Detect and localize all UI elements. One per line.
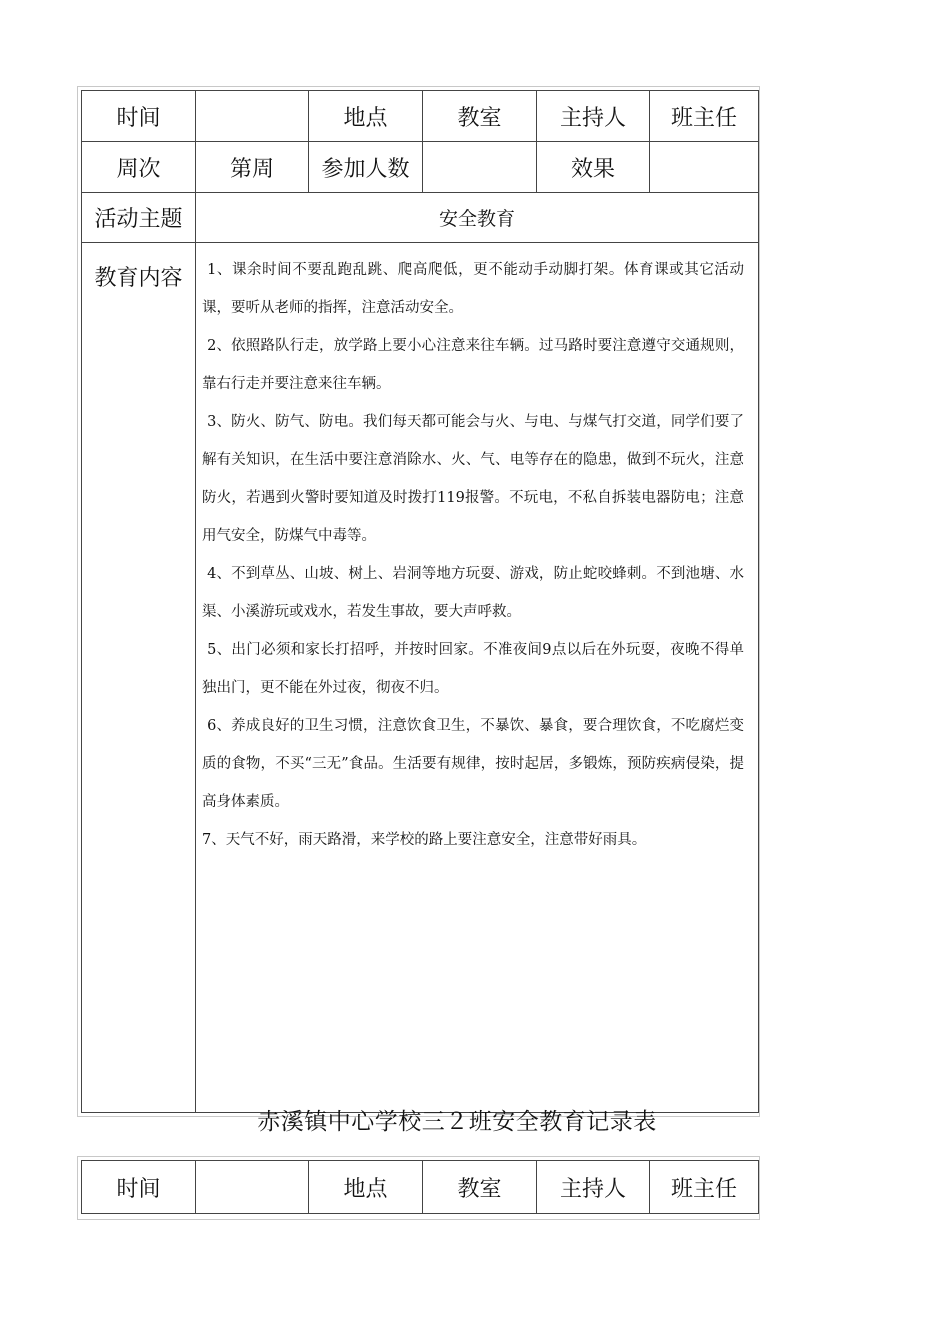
content-body — [196, 243, 759, 1113]
location-label-2: 地点 — [309, 1161, 423, 1214]
host-label: 主持人 — [537, 91, 650, 142]
host-value-2: 班主任 — [650, 1161, 759, 1214]
record-table-2 — [81, 1160, 759, 1214]
topic-label: 活动主题 — [82, 193, 196, 243]
content-paragraph-2: 2、依照路队行走，放学路上要小心注意来往车辆。过马路时要注意遵守交通规则，靠右行走并要注意来往车辆。 — [202, 338, 744, 392]
time-label: 时间 — [82, 91, 196, 142]
row-time — [82, 91, 759, 142]
effect-label: 效果 — [537, 142, 650, 193]
row-time-2 — [82, 1161, 759, 1214]
record-table-1 — [81, 90, 759, 1113]
content-paragraph-4: 4、不到草丛、山坡、树上、岩洞等地方玩耍、游戏，防止蛇咬蜂刺。不到池塘、水渠、小溪游玩或戏水，若发生事故，要大声呼救。 — [202, 566, 744, 620]
host-value: 班主任 — [650, 91, 759, 142]
participants-value — [423, 142, 537, 193]
row-content — [82, 243, 759, 1113]
row-topic — [82, 193, 759, 243]
week-label: 周次 — [82, 142, 196, 193]
row-week — [82, 142, 759, 193]
participants-label: 参加人数 — [309, 142, 423, 193]
time-value-2 — [196, 1161, 309, 1214]
time-value — [196, 91, 309, 142]
content-paragraph-5: 5、出门必须和家长打招呼，并按时回家。不准夜间9点以后在外玩耍，夜晚不得单独出门，更不能在外过夜，彻夜不归。 — [202, 642, 744, 696]
location-value: 教室 — [423, 91, 537, 142]
content-paragraph-6: 6、养成良好的卫生习惯，注意饮食卫生，不暴饮、暴食，要合理饮食，不吃腐烂变质的食物，不买“三无”食品。生活要有规律，按时起居，多锻炼，预防疾病侵染，提高身体素质。 — [202, 718, 744, 810]
content-label: 教育内容 — [82, 243, 196, 1113]
location-value-2: 教室 — [423, 1161, 537, 1214]
effect-value — [650, 142, 759, 193]
week-value: 第周 — [196, 142, 309, 193]
content-paragraph-7: 7、天气不好，雨天路滑，来学校的路上要注意安全，注意带好雨具。 — [202, 832, 647, 848]
time-label-2: 时间 — [82, 1161, 196, 1214]
content-paragraph-1: 1、课余时间不要乱跑乱跳、爬高爬低，更不能动手动脚打架。体育课或其它活动课，要听从老师的指挥，注意活动安全。 — [202, 262, 744, 316]
page-title: 赤溪镇中心学校三２班安全教育记录表 — [257, 1109, 657, 1135]
topic-value: 安全教育 — [196, 193, 759, 243]
content-paragraph-3: 3、防火、防气、防电。我们每天都可能会与火、与电、与煤气打交道，同学们要了解有关知识，在生活中要注意消除水、火、气、电等存在的隐患，做到不玩火，注意防火，若遇到火警时要知道及时拨打119报警。不玩电，不私自拆装电器防电；注意用气安全，防煤气中毒等。 — [202, 414, 744, 544]
location-label: 地点 — [309, 91, 423, 142]
host-label-2: 主持人 — [537, 1161, 650, 1214]
